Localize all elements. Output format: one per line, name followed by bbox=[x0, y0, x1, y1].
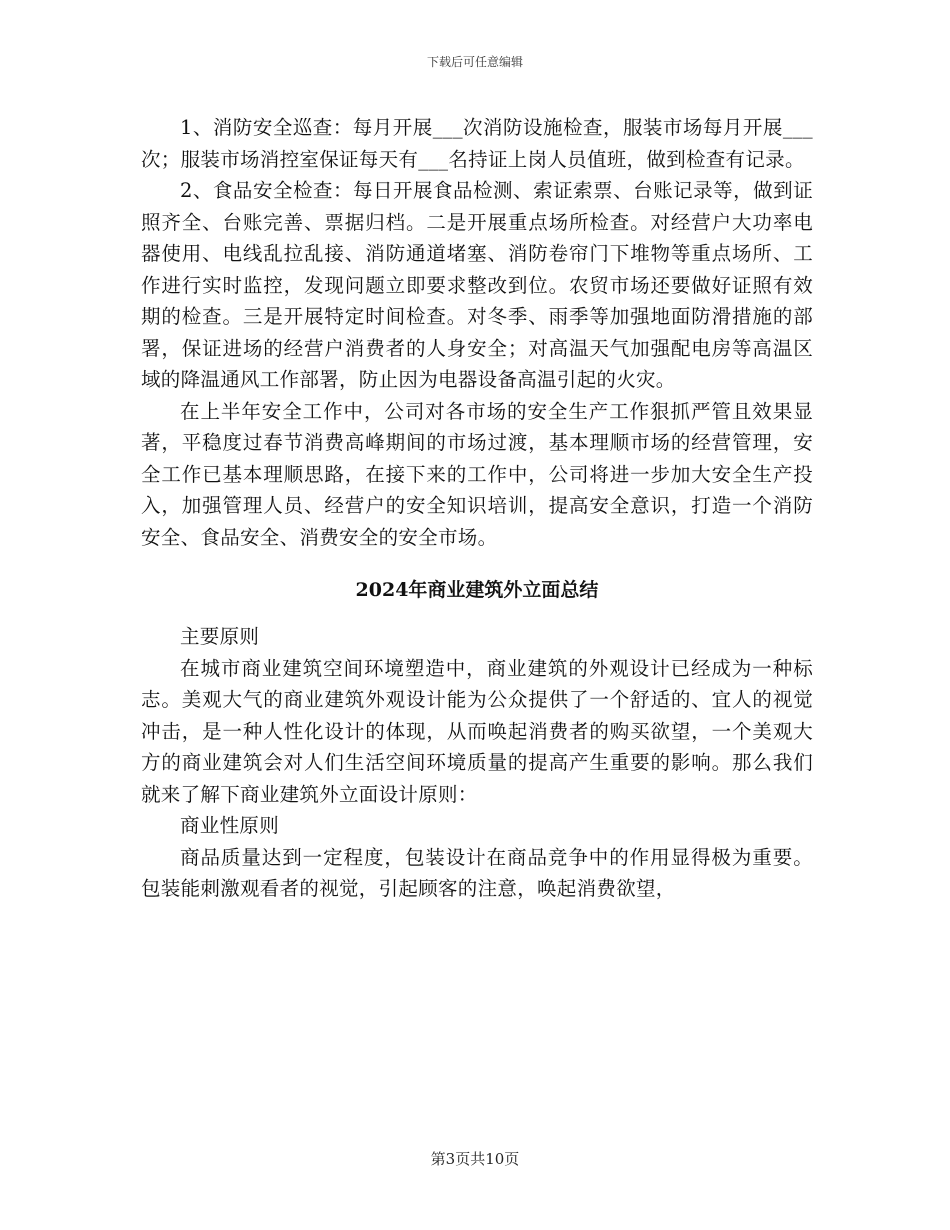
paragraph-fire-safety-inspection: 1、消防安全巡查：每月开展___次消防设施检查，服装市场每月开展___次；服装市场消控室保证每天有___名持证上岗人员值班，做到检查有记录。 bbox=[141, 116, 813, 171]
subheading-main-principles: 主要原则 bbox=[180, 625, 260, 648]
paragraph-commercial-facade-intro: 在城市商业建筑空间环境塑造中，商业建筑的外观设计已经成为一种标志。美观大气的商业建筑外观设计能为公众提供了一个舒适的、宜人的视觉冲击，是一种人性化设计的体现，从而唤起消费者的购买欲望，一个美观大方的商业建筑会对人们生活空间环境质量的提高产生重要的影响。那么我们就来了解下商业建筑外立面设计原则： bbox=[141, 656, 813, 806]
paragraph-packaging-design: 商品质量达到一定程度，包装设计在商品竞争中的作用显得极为重要。包装能刺激观看者的视觉，引起顾客的注意，唤起消费欲望， bbox=[141, 845, 813, 900]
paragraph-food-safety-inspection: 2、食品安全检查：每日开展食品检测、索证索票、台账记录等，做到证照齐全、台账完善、票据归档。二是开展重点场所检查。对经营户大功率电器使用、电线乱拉乱接、消防通道堵塞、消防卷帘门下堆物等重点场所、工作进行实时监控，发现问题立即要求整改到位。农贸市场还要做好证照有效期的检查。三是开展特定时间检查。对冬季、雨季等加强地面防滑措施的部署，保证进场的经营户消费者的人身安全；对高温天气加强配电房等高温区域的降温通风工作部署，防止因为电器设备高温引起的火灾。 bbox=[141, 179, 813, 391]
page-number: 第3页共10页 bbox=[430, 1150, 520, 1168]
paragraph-half-year-summary: 在上半年安全工作中，公司对各市场的安全生产工作狠抓严管且效果显著，平稳度过春节消费高峰期间的市场过渡，基本理顺市场的经营管理，安全工作已基本理顺思路，在接下来的工作中，公司将进一步加大安全生产投入，加强管理人员、经营户的安全知识培训，提高安全意识，打造一个消防安全、食品安全、消费安全的安全市场。 bbox=[141, 399, 813, 549]
section-title: 2024年商业建筑外立面总结 bbox=[355, 579, 599, 601]
subheading-commercial-principle: 商业性原则 bbox=[180, 814, 280, 837]
page-header-note: 下载后可任意编辑 bbox=[426, 55, 523, 69]
document-body bbox=[141, 112, 813, 905]
